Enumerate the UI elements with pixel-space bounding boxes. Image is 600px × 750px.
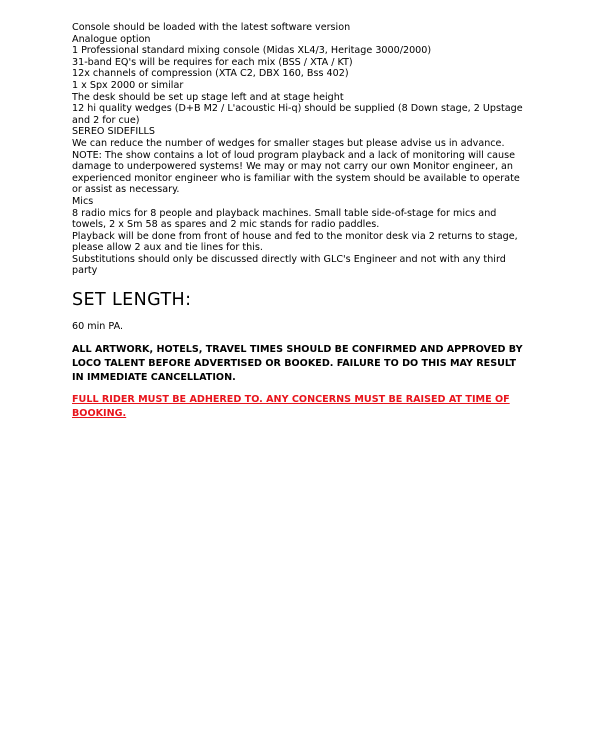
spec-line-substitutions: Substitutions should only be discussed directly with GLC's Engineer and not with any third party xyxy=(72,253,506,277)
spec-line-software: Console should be loaded with the latest software version xyxy=(72,22,351,33)
spec-line-note: NOTE: The show contains a lot of loud program playback and a lack of monitoring will cause damage to underpowered systems! We may or may not carry our own Monitor engineer, an experienced monitor engineer who is familiar with the system should be available to operate or assist as necessary. xyxy=(72,149,520,196)
spec-line-mixing-console: 1 Professional standard mixing console (Midas XL4/3, Heritage 3000/2000) xyxy=(72,45,432,57)
spec-line-desk-position: The desk should be set up stage left and at stage height xyxy=(72,91,344,103)
spec-line-wedges: 12 hi quality wedges (D+B M2 / L'acoustic Hi-q) should be supplied (8 Down stage, 2 Upstage and 2 for cue) xyxy=(72,103,523,126)
spec-line-compression: 12x channels of compression (XTA C2, DBX 160, Bss 402) xyxy=(72,68,349,80)
spec-line-sidefills: SEREO SIDEFILLS xyxy=(72,126,155,138)
set-length-value: 60 min PA. xyxy=(72,321,124,333)
set-length-heading: SET LENGTH: xyxy=(72,290,192,311)
approval-notice: ALL ARTWORK, HOTELS, TRAVEL TIMES SHOULD BE CONFIRMED AND APPROVED BY LOCO TALENT BEFORE ADVERTISED OR BOOKED. FAILURE TO DO THIS MAY RESULT IN IMMEDIATE CANCELLATION. xyxy=(72,344,523,384)
spec-line-radio-mics: 8 radio mics for 8 people and playback machines. Small table side-of-stage for mics and towels, 2 x Sm 58 as spares and 2 mic stands for radio paddles. xyxy=(72,207,497,231)
rider-notice: FULL RIDER MUST BE ADHERED TO. ANY CONCERNS MUST BE RAISED AT TIME OF BOOKING. xyxy=(72,394,510,420)
document-page xyxy=(72,22,530,421)
spec-line-eq: 31-band EQ's will be requires for each mix (BSS / XTA / KT) xyxy=(72,56,353,68)
spec-line-reduce-wedges: We can reduce the number of wedges for smaller stages but please advise us in advance. xyxy=(72,137,505,149)
spec-line-spx: 1 x Spx 2000 or similar xyxy=(72,79,184,91)
spec-line-analogue-option: Analogue option xyxy=(72,33,151,45)
spec-line-playback: Playback will be done from front of house and fed to the monitor desk via 2 returns to stage, please allow 2 aux and tie lines for this. xyxy=(72,230,518,254)
spec-line-mics-heading: Mics xyxy=(72,195,94,207)
